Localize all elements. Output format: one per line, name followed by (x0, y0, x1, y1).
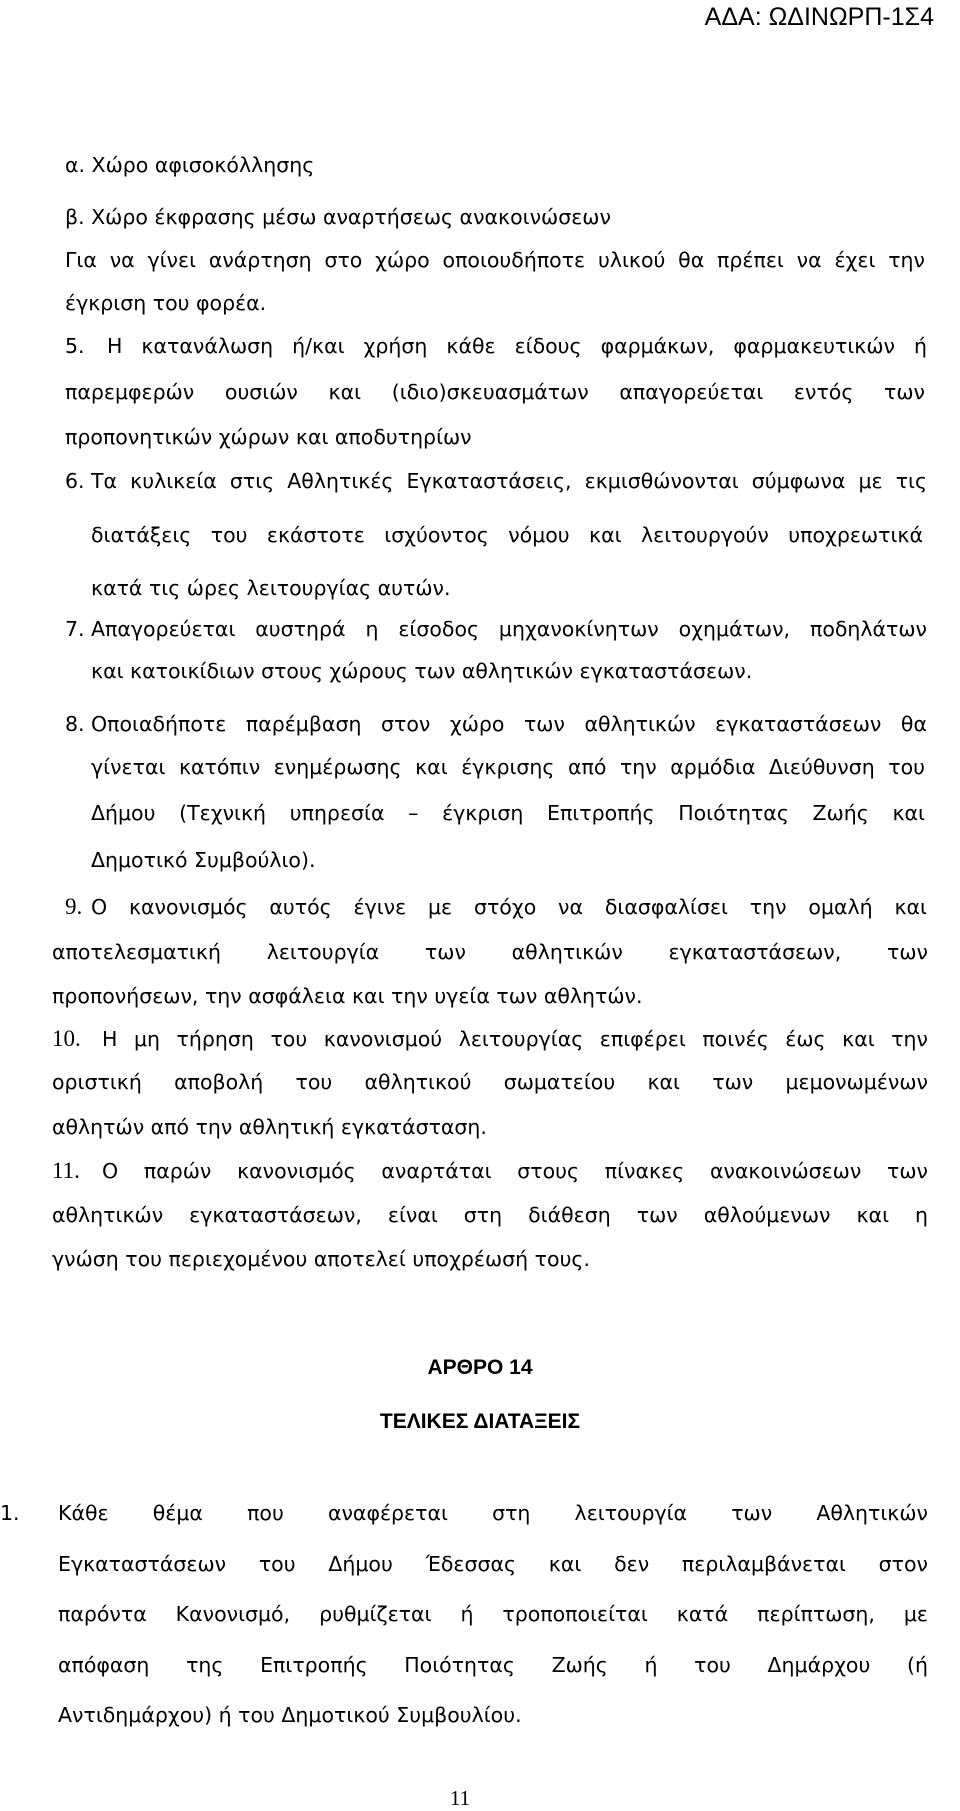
item-11-line: γνώση του περιεχομένου αποτελεί υποχρέωσή τους. (52, 1247, 590, 1271)
item-7-line: Απαγορεύεται αυστηρά η είσοδος μηχανοκίνητων οχημάτων, ποδηλάτων (91, 617, 927, 641)
page-number: 11 (449, 1786, 471, 1810)
item-6-line: κατά τις ώρες λειτουργίας αυτών. (91, 576, 451, 600)
item-number: 1. (0, 1501, 20, 1525)
item-number: 11. (52, 1158, 80, 1183)
item-8-line: Οποιαδήποτε παρέμβαση στον χώρο των αθλητικών εγκαταστάσεων θα (91, 712, 927, 736)
item-number: 6. (65, 469, 85, 493)
item-9-line: προπονήσεων, την ασφάλεια και την υγεία των αθλητών. (52, 984, 643, 1008)
item-10-line: οριστική αποβολή του αθλητικού σωματείου και των μεμονωμένων (52, 1070, 928, 1094)
final-item-line: παρόντα Κανονισμό, ρυθμίζεται ή τροποποιείται κατά περίπτωση, με (58, 1602, 928, 1626)
item-6-line: Τα κυλικεία στις Αθλητικές Εγκαταστάσεις, εκμισθώνονται σύμφωνα με τις (91, 469, 927, 493)
list-item-b: β. Χώρο έκφρασης μέσω αναρτήσεως ανακοινώσεων (65, 205, 611, 229)
final-item-line: Εγκαταστάσεων του Δήμου Έδεσσας και δεν περιλαμβάνεται στον (58, 1552, 928, 1576)
article-subtitle: ΤΕΛΙΚΕΣ ΔΙΑΤΑΞΕΙΣ (379, 1410, 581, 1433)
item-number: 5. (65, 334, 85, 358)
ada-header: ΑΔΑ: ΩΔΙΝΩΡΠ-1Σ4 (704, 3, 934, 31)
item-9-line: αποτελεσματική λειτουργία των αθλητικών εγκαταστάσεων, των (52, 940, 928, 964)
final-item-line: απόφαση της Επιτροπής Ποιότητας Ζωής ή του Δημάρχου (ή (58, 1653, 928, 1677)
item-5-line: παρεμφερών ουσιών και (ιδιο)σκευασμάτων απαγορεύεται εντός των (65, 380, 925, 404)
item-11-line: αθλητικών εγκαταστάσεων, είναι στη διάθεση των αθλούμενων και η (52, 1203, 928, 1227)
item-5-line: Η κατανάλωση ή/και χρήση κάθε είδους φαρμάκων, φαρμακευτικών ή (107, 334, 927, 358)
item-8-line: Δήμου (Τεχνική υπηρεσία – έγκριση Επιτροπής Ποιότητας Ζωής και (91, 801, 925, 825)
item-9-line: Ο κανονισμός αυτός έγινε με στόχο να διασφαλίσει την ομαλή και (91, 895, 927, 919)
item-11-line: Ο παρών κανονισμός αναρτάται στους πίνακες ανακοινώσεων των (102, 1159, 928, 1183)
final-item-line: Κάθε θέμα που αναφέρεται στη λειτουργία των Αθλητικών (58, 1501, 928, 1525)
final-item-line: Αντιδημάρχου) ή του Δημοτικού Συμβουλίου. (58, 1703, 522, 1727)
item-10-line: Η μη τήρηση του κανονισμού λειτουργίας επιφέρει ποινές έως και την (102, 1027, 928, 1051)
article-title: ΑΡΘΡΟ 14 (427, 1356, 533, 1379)
paragraph-line: Για να γίνει ανάρτηση στο χώρο οποιουδήποτε υλικού θα πρέπει να έχει την (65, 248, 925, 272)
paragraph-line: έγκριση του φορέα. (65, 291, 267, 315)
item-6-line: διατάξεις του εκάστοτε ισχύοντος νόμου και λειτουργούν υποχρεωτικά (91, 523, 923, 547)
item-7-line: και κατοικίδιων στους χώρους των αθλητικών εγκαταστάσεων. (91, 659, 753, 683)
item-number: 9. (65, 894, 83, 919)
item-number: 10. (52, 1026, 81, 1051)
item-8-line: Δημοτικό Συμβούλιο). (91, 848, 316, 872)
item-8-line: γίνεται κατόπιν ενημέρωσης και έγκρισης από την αρμόδια Διεύθυνση του (91, 755, 925, 779)
list-item-a: α. Χώρο αφισοκόλλησης (65, 153, 315, 177)
item-number: 8. (65, 712, 85, 736)
item-number: 7. (65, 617, 85, 641)
item-5-line: προπονητικών χώρων και αποδυτηρίων (65, 425, 472, 449)
item-10-line: αθλητών από την αθλητική εγκατάσταση. (52, 1115, 487, 1139)
